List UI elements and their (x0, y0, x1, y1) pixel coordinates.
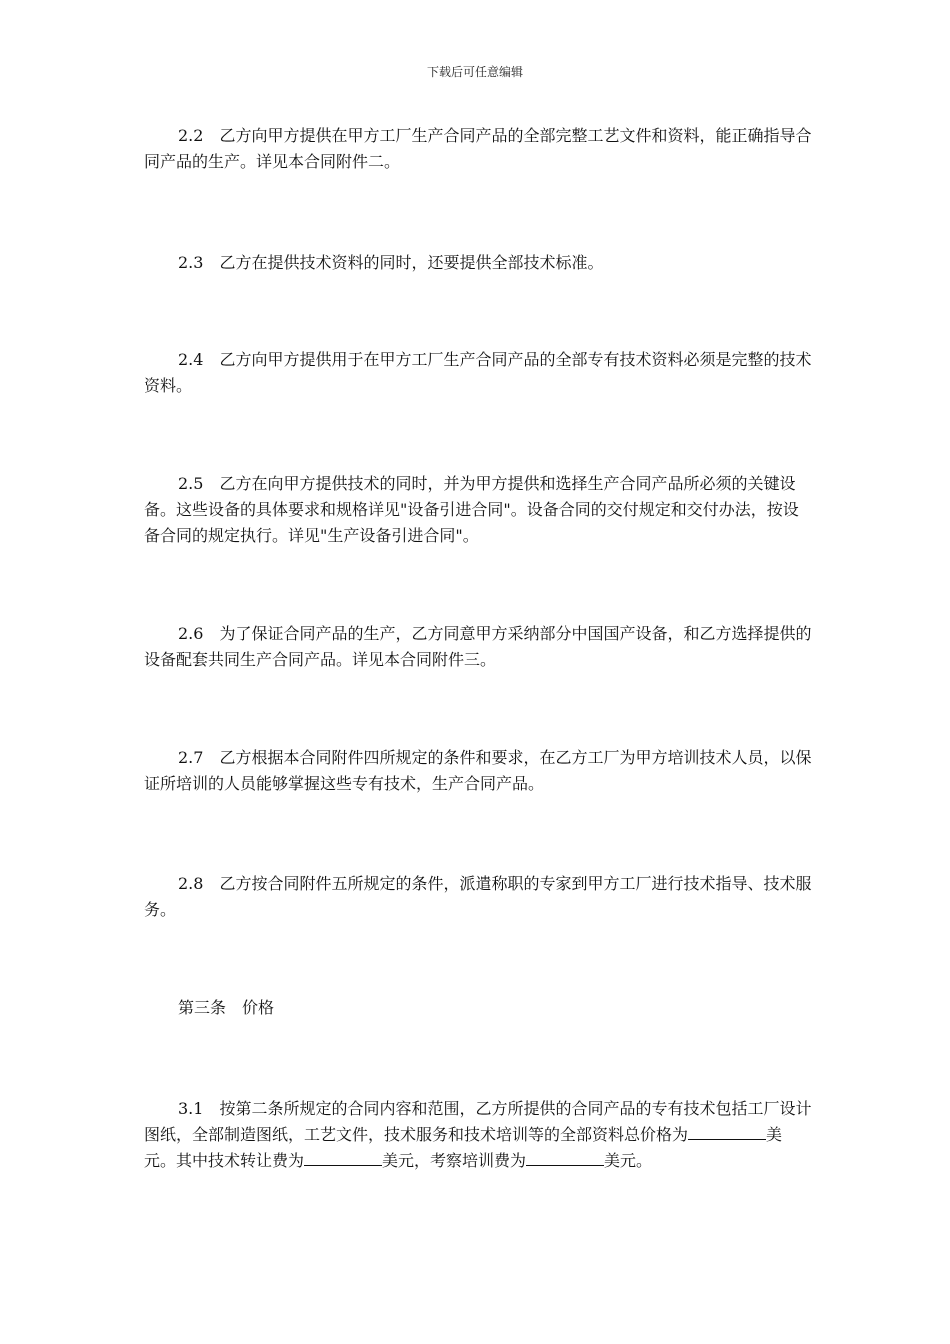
article-3-title: 第三条 价格 (178, 998, 275, 1017)
clause-text: 乙方根据本合同附件四所规定的条件和要求，在乙方工厂为甲方培训技术人员，以保证所培训的人员能够掌握这些专有技术，生产合同产品。 (144, 748, 812, 793)
clause-2-5 (144, 471, 814, 549)
clause-number: 2.4 (178, 350, 204, 369)
clause-number: 2.5 (178, 474, 204, 493)
clause-3-1 (144, 1096, 814, 1174)
clause-text: 乙方在向甲方提供技术的同时，并为甲方提供和选择生产合同产品所必须的关键设备。这些设备的具体要求和规格详见"设备引进合同"。设备合同的交付规定和交付办法，按设备合同的规定执行。详见"生产设备引进合同"。 (144, 474, 799, 545)
transfer-fee-blank[interactable] (304, 1151, 382, 1166)
clause-text: 按第二条所规定的合同内容和范围，乙方所提供的合同产品的专有技术包括工厂设计图纸，全部制造图纸，工艺文件，技术服务和技术培训等的全部资料总价格为 (144, 1099, 812, 1144)
clause-number: 3.1 (178, 1099, 204, 1118)
total-price-blank[interactable] (688, 1125, 766, 1140)
clause-2-4 (144, 347, 814, 399)
clause-text: 为了保证合同产品的生产，乙方同意甲方采纳部分中国国产设备，和乙方选择提供的设备配套共同生产合同产品。详见本合同附件三。 (144, 624, 812, 669)
clause-text: 美元。其中技术转让费为 (144, 1125, 783, 1170)
clause-2-2 (144, 123, 814, 175)
page-header: 下载后可任意编辑 (426, 65, 523, 79)
clause-text: 乙方在提供技术资料的同时，还要提供全部技术标准。 (219, 253, 604, 272)
clause-number: 2.7 (178, 748, 204, 767)
training-fee-blank[interactable] (526, 1151, 604, 1166)
clause-2-7 (144, 745, 814, 797)
clause-text: 美元。 (604, 1151, 653, 1170)
clause-text: 乙方按合同附件五所规定的条件，派遣称职的专家到甲方工厂进行技术指导、技术服务。 (144, 874, 812, 919)
clause-text: 乙方向甲方提供用于在甲方工厂生产合同产品的全部专有技术资料必须是完整的技术资料。 (144, 350, 812, 395)
clause-text: 乙方向甲方提供在甲方工厂生产合同产品的全部完整工艺文件和资料，能正确指导合同产品的生产。详见本合同附件二。 (144, 126, 812, 171)
clause-number: 2.3 (178, 253, 204, 272)
clause-2-6 (144, 621, 814, 673)
clause-2-3 (144, 250, 814, 276)
clause-number: 2.8 (178, 874, 204, 893)
clause-2-8 (144, 871, 814, 923)
clause-number: 2.6 (178, 624, 204, 643)
clause-number: 2.2 (178, 126, 204, 145)
clause-text: 美元，考察培训费为 (382, 1151, 527, 1170)
